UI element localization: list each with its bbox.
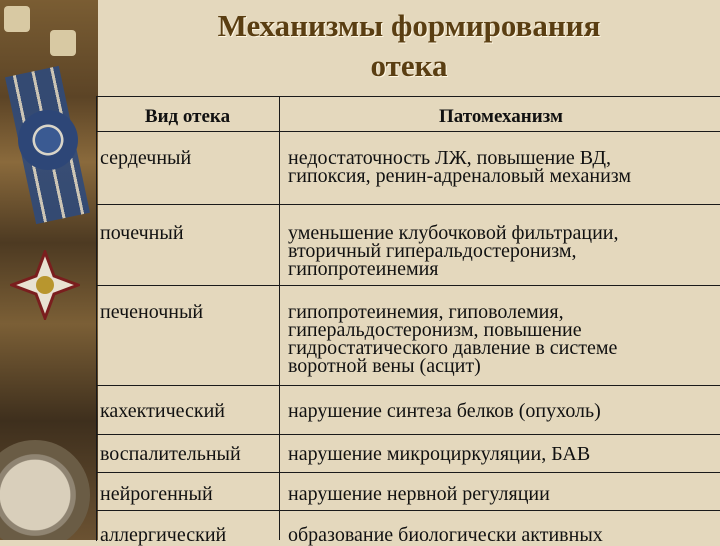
- mechanism-line: недостаточность ЛЖ, повышение ВД,: [288, 147, 612, 169]
- page-title: [98, 6, 720, 86]
- row-type: почечный: [100, 222, 184, 244]
- row-mechanism: [288, 402, 716, 420]
- mechanism-line: нарушение микроциркуляции, БАВ: [288, 443, 591, 465]
- row-type: кахектический: [100, 400, 225, 422]
- row-mechanism: [288, 303, 716, 375]
- mechanism-line: нарушение синтеза белков (опухоль): [288, 400, 601, 422]
- row-type: сердечный: [100, 147, 192, 169]
- mechanism-line: гиперальдостеронизм, повышение: [288, 319, 582, 341]
- mechanism-line: уменьшение клубочковой фильтрации,: [288, 222, 619, 244]
- title-line-1: Механизмы формирования: [217, 8, 601, 43]
- dice-decoration: [4, 6, 30, 32]
- row-divider: [96, 385, 720, 386]
- row-divider: [96, 472, 720, 473]
- row-mechanism: [288, 224, 716, 278]
- mechanism-line: гипопротеинемия, гиповолемия,: [288, 301, 564, 323]
- row-divider: [96, 510, 720, 511]
- row-mechanism: [288, 149, 716, 185]
- row-mechanism: [288, 485, 716, 503]
- row-divider: [96, 131, 720, 132]
- dice-decoration: [50, 30, 76, 56]
- row-divider: [96, 285, 720, 286]
- row-type: воспалительный: [100, 443, 241, 465]
- decorative-photo-strip: [0, 0, 98, 540]
- mechanism-line: воротной вены (асцит): [288, 355, 481, 377]
- title-line-2: отека: [370, 48, 448, 83]
- mechanism-line: образование биологически активных: [288, 524, 603, 546]
- row-divider: [96, 204, 720, 205]
- order-cross-image: [10, 250, 80, 320]
- header-mechanism: Патомеханизм: [439, 106, 563, 127]
- compass-image: [0, 440, 90, 540]
- row-type: нейрогенный: [100, 483, 213, 505]
- header-type: Вид отека: [144, 106, 231, 127]
- mechanism-line: гипопротеинемия: [288, 258, 439, 280]
- mechanism-line: гипоксия, ренин-адреналовый механизм: [288, 165, 632, 187]
- row-mechanism: [288, 445, 716, 463]
- row-type: аллергический: [100, 524, 227, 546]
- mechanism-line: вторичный гиперальдостеронизм,: [288, 240, 577, 262]
- medal-rosette-image: [18, 110, 78, 170]
- row-mechanism: [288, 526, 716, 544]
- column-divider: [279, 96, 280, 540]
- row-divider: [96, 434, 720, 435]
- mechanism-line: нарушение нервной регуляции: [288, 483, 550, 505]
- mechanism-line: гидростатического давление в системе: [288, 337, 618, 359]
- row-type: печеночный: [100, 301, 204, 323]
